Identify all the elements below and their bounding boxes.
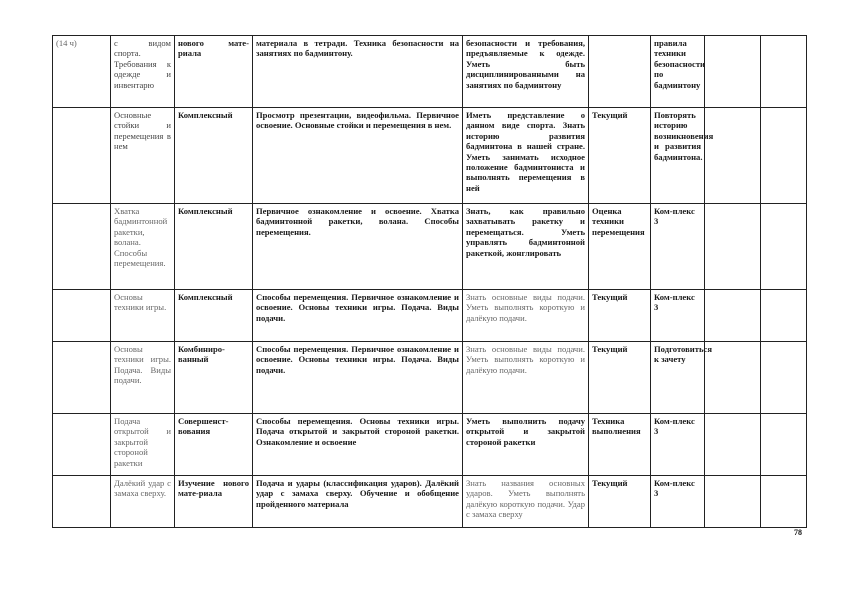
- lesson-topic-cell: Основные стойки и перемещения в нем: [111, 108, 175, 204]
- lesson-topic-cell: Основы техники игры. Подача. Виды подачи.: [111, 342, 175, 414]
- lesson-topic-cell: с видом спорта. Требования к одежде и инвентарю: [111, 36, 175, 108]
- lesson-control-cell: Текущий: [589, 108, 651, 204]
- empty-cell: [761, 204, 807, 290]
- table-row: [53, 414, 807, 476]
- table-row: [53, 476, 807, 528]
- lesson-topic-cell: Основы техники игры.: [111, 290, 175, 342]
- lesson-number-cell: (14 ч): [53, 36, 111, 108]
- lesson-type-cell: Комплексный: [175, 108, 253, 204]
- empty-cell: [705, 108, 761, 204]
- lesson-requirements-cell: безопасности и требования, предъявляемые к одежде. Уметь быть дисциплинированными на занятиях по бадминтону: [463, 36, 589, 108]
- lesson-requirements-cell: Иметь представление о данном виде спорта. Знать историю развития бадминтона в нашей стране. Уметь занимать исходное положение бадминтониста и выполнять перемещения в ней: [463, 108, 589, 204]
- lesson-content-cell: Первичное ознакомление и освоение. Хватка бадминтонной ракетки, волана. Способы перемещения.: [253, 204, 463, 290]
- lesson-homework-cell: Ком-плекс 3: [651, 290, 705, 342]
- empty-cell: [705, 290, 761, 342]
- table-row: [53, 36, 807, 108]
- lesson-content-cell: материала в тетради. Техника безопасности на занятиях по бадминтону.: [253, 36, 463, 108]
- lesson-homework-cell: Ком-плекс 3: [651, 204, 705, 290]
- lesson-number-cell: [53, 290, 111, 342]
- table-row: [53, 342, 807, 414]
- lesson-content-cell: Способы перемещения. Первичное ознакомление и освоение. Основы техники игры. Подача. Виды подачи.: [253, 342, 463, 414]
- lesson-control-cell: Текущий: [589, 342, 651, 414]
- empty-cell: [705, 36, 761, 108]
- empty-cell: [761, 108, 807, 204]
- empty-cell: [761, 290, 807, 342]
- empty-cell: [705, 342, 761, 414]
- lesson-plan-table: [52, 35, 807, 528]
- empty-cell: [761, 342, 807, 414]
- lesson-requirements-cell: Знать основные виды подачи. Уметь выполнять короткую и далёкую подачи.: [463, 290, 589, 342]
- lesson-number-cell: [53, 204, 111, 290]
- lesson-control-cell: Оценка техники перемещения: [589, 204, 651, 290]
- lesson-control-cell: Техника выполнения: [589, 414, 651, 476]
- lesson-homework-cell: Подготовиться к зачету: [651, 342, 705, 414]
- lesson-requirements-cell: Знать основные виды подачи. Уметь выполнять короткую и далёкую подачи.: [463, 342, 589, 414]
- lesson-requirements-cell: Уметь выполнить подачу открытой и закрытой стороной ракетки: [463, 414, 589, 476]
- empty-cell: [761, 414, 807, 476]
- lesson-homework-cell: правила техники безопасности по бадминтону: [651, 36, 705, 108]
- lesson-homework-cell: Ком-плекс 3: [651, 414, 705, 476]
- empty-cell: [705, 414, 761, 476]
- lesson-number-cell: [53, 342, 111, 414]
- lesson-homework-cell: Ком-плекс 3: [651, 476, 705, 528]
- lesson-topic-cell: Далёкий удар с замаха сверху.: [111, 476, 175, 528]
- lesson-number-cell: [53, 476, 111, 528]
- empty-cell: [705, 476, 761, 528]
- lesson-type-cell: нового мате-риала: [175, 36, 253, 108]
- lesson-content-cell: Подача и удары (классификация ударов). Далёкий удар с замаха сверху. Обучение и обобщение пройденного материала: [253, 476, 463, 528]
- lesson-content-cell: Просмотр презентации, видеофильма. Первичное освоение. Основные стойки и перемещения в нем.: [253, 108, 463, 204]
- lesson-content-cell: Способы перемещения. Первичное ознакомление и освоение. Основы техники игры. Подача. Виды подачи.: [253, 290, 463, 342]
- lesson-content-cell: Способы перемещения. Основы техники игры. Подача открытой и закрытой стороной ракетки. Ознакомление и освоение: [253, 414, 463, 476]
- empty-cell: [761, 476, 807, 528]
- empty-cell: [761, 36, 807, 108]
- lesson-requirements-cell: Знать названия основных ударов. Уметь выполнять далёкую короткую подачи. Удар с замаха сверху: [463, 476, 589, 528]
- lesson-topic-cell: Подача открытой и закрытой стороной ракетки: [111, 414, 175, 476]
- table-row: [53, 204, 807, 290]
- lesson-control-cell: Текущий: [589, 476, 651, 528]
- lesson-topic-cell: Хватка бадминтонной ракетки, волана. Способы перемещения.: [111, 204, 175, 290]
- lesson-type-cell: Совершенст-вования: [175, 414, 253, 476]
- lesson-homework-cell: Повторять историю возникновения и развития бадминтона.: [651, 108, 705, 204]
- lesson-number-cell: [53, 414, 111, 476]
- lesson-type-cell: Комплексный: [175, 290, 253, 342]
- lesson-type-cell: Комплексный: [175, 204, 253, 290]
- lesson-requirements-cell: Знать, как правильно захватывать ракетку и перемещаться. Уметь управлять бадминтонной ракеткой, жонглировать: [463, 204, 589, 290]
- empty-cell: [705, 204, 761, 290]
- lesson-type-cell: Комбиниро-ванный: [175, 342, 253, 414]
- lesson-number-cell: [53, 108, 111, 204]
- lesson-control-cell: [589, 36, 651, 108]
- lesson-type-cell: Изучение нового мате-риала: [175, 476, 253, 528]
- lesson-control-cell: Текущий: [589, 290, 651, 342]
- page-number: 78: [794, 528, 802, 537]
- table-row: [53, 290, 807, 342]
- table-row: [53, 108, 807, 204]
